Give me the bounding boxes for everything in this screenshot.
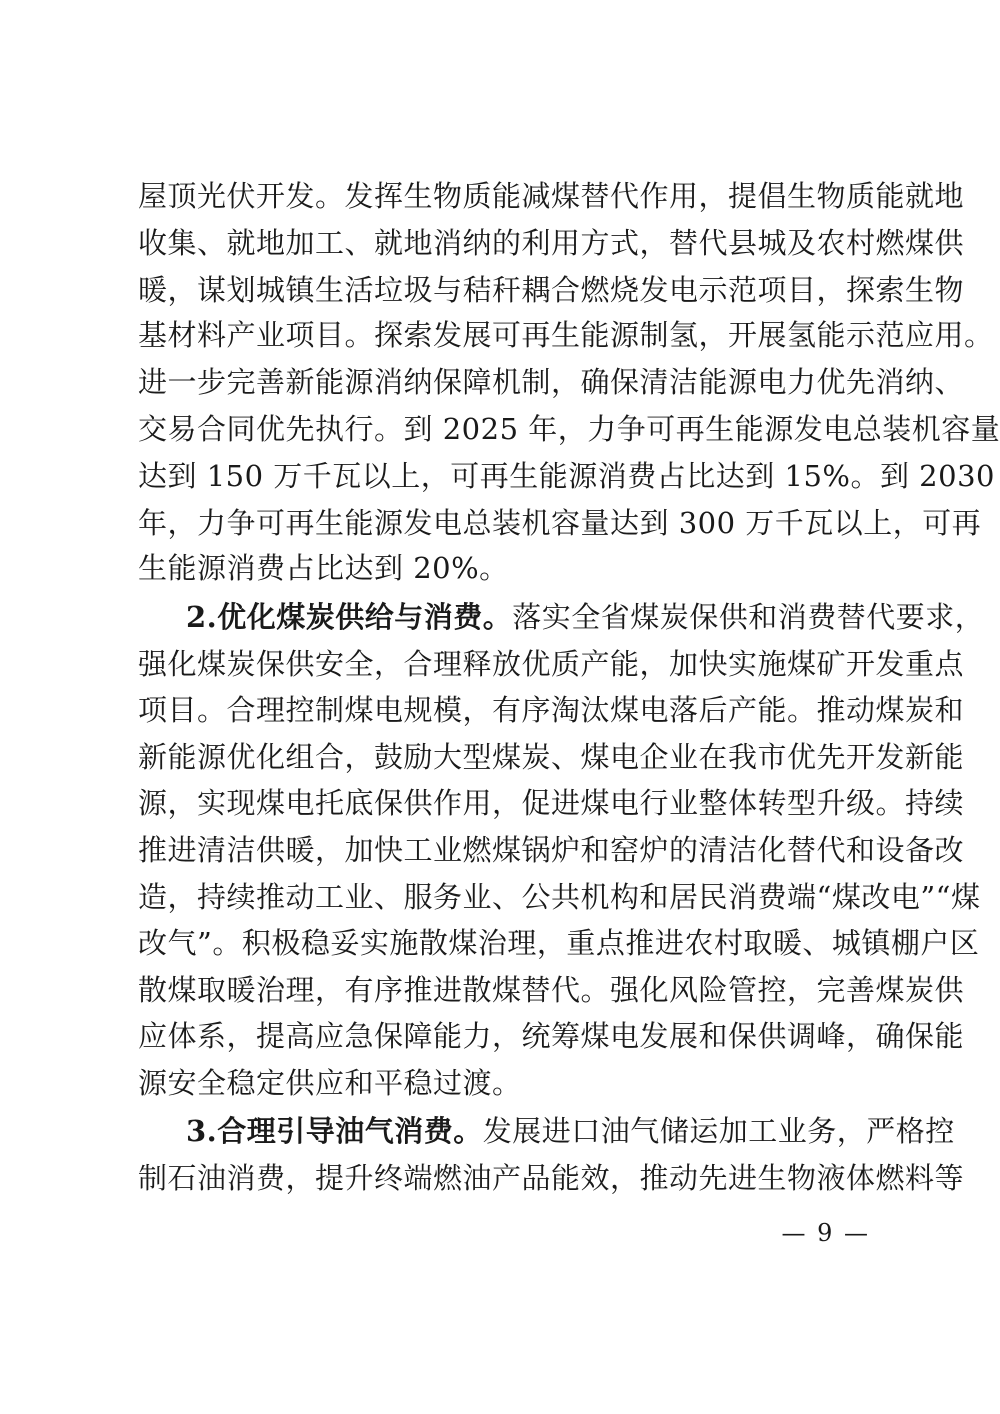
paragraph-2-line-3: 项目。合理控制煤电规模，有序淘汰煤电落后产能。推动煤炭和 bbox=[138, 693, 965, 727]
section-heading-coal: 2.优化煤炭供给与消费。 bbox=[186, 600, 513, 634]
paragraph-2-line-9: 散煤取暖治理，有序推进散煤替代。强化风险管控，完善煤炭供 bbox=[138, 973, 965, 1007]
paragraph-1-line-1: 屋顶光伏开发。发挥生物质能减煤替代作用，提倡生物质能就地 bbox=[138, 179, 965, 213]
paragraph-2-line-1 bbox=[186, 599, 985, 635]
paragraph-1-line-7: 达到 150 万千瓦以上，可再生能源消费占比达到 15%。到 2030 bbox=[138, 459, 995, 493]
paragraph-2-line-4: 新能源优化组合，鼓励大型煤炭、煤电企业在我市优先开发新能 bbox=[138, 740, 965, 774]
page-number: — 9 — bbox=[781, 1219, 870, 1247]
paragraph-2-line-10: 应体系，提高应急保障能力，统筹煤电发展和保供调峰，确保能 bbox=[138, 1019, 965, 1053]
paragraph-3-line-1 bbox=[186, 1113, 955, 1149]
paragraph-2-line-2: 强化煤炭保供安全，合理释放优质产能，加快实施煤矿开发重点 bbox=[138, 647, 965, 681]
paragraph-1-line-9: 生能源消费占比达到 20%。 bbox=[138, 551, 509, 585]
paragraph-1-line-5: 进一步完善新能源消纳保障机制，确保清洁能源电力优先消纳、 bbox=[138, 365, 965, 399]
paragraph-3-line-2: 制石油消费，提升终端燃油产品能效，推动先进生物液体燃料等 bbox=[138, 1161, 965, 1195]
paragraph-2-line-11: 源安全稳定供应和平稳过渡。 bbox=[138, 1066, 522, 1100]
paragraph-2-line-5: 源，实现煤电托底保供作用，促进煤电行业整体转型升级。持续 bbox=[138, 786, 965, 820]
paragraph-1-line-2: 收集、就地加工、就地消纳的利用方式，替代县城及农村燃煤供 bbox=[138, 226, 965, 260]
paragraph-2-line-6: 推进清洁供暖，加快工业燃煤锅炉和窑炉的清洁化替代和设备改 bbox=[138, 833, 965, 867]
paragraph-1-line-8: 年，力争可再生能源发电总装机容量达到 300 万千瓦以上，可再 bbox=[138, 506, 982, 540]
paragraph-2-line-7: 造，持续推动工业、服务业、公共机构和居民消费端“煤改电”“煤 bbox=[138, 880, 981, 914]
paragraph-2-line-8: 改气”。积极稳妥实施散煤治理，重点推进农村取暖、城镇棚户区 bbox=[138, 926, 980, 960]
paragraph-3-first-line-text: 发展进口油气储运加工业务，严格控 bbox=[482, 1114, 955, 1148]
section-heading-oil-gas: 3.合理引导油气消费。 bbox=[186, 1114, 483, 1148]
paragraph-1-line-6: 交易合同优先执行。到 2025 年，力争可再生能源发电总装机容量 bbox=[138, 412, 1000, 446]
paragraph-1-line-4: 基材料产业项目。探索发展可再生能源制氢，开展氢能示范应用。 bbox=[138, 318, 994, 352]
paragraph-2-first-line-text: 落实全省煤炭保供和消费替代要求， bbox=[512, 600, 985, 634]
paragraph-1-line-3: 暖，谋划城镇生活垃圾与秸秆耦合燃烧发电示范项目，探索生物 bbox=[138, 273, 965, 307]
